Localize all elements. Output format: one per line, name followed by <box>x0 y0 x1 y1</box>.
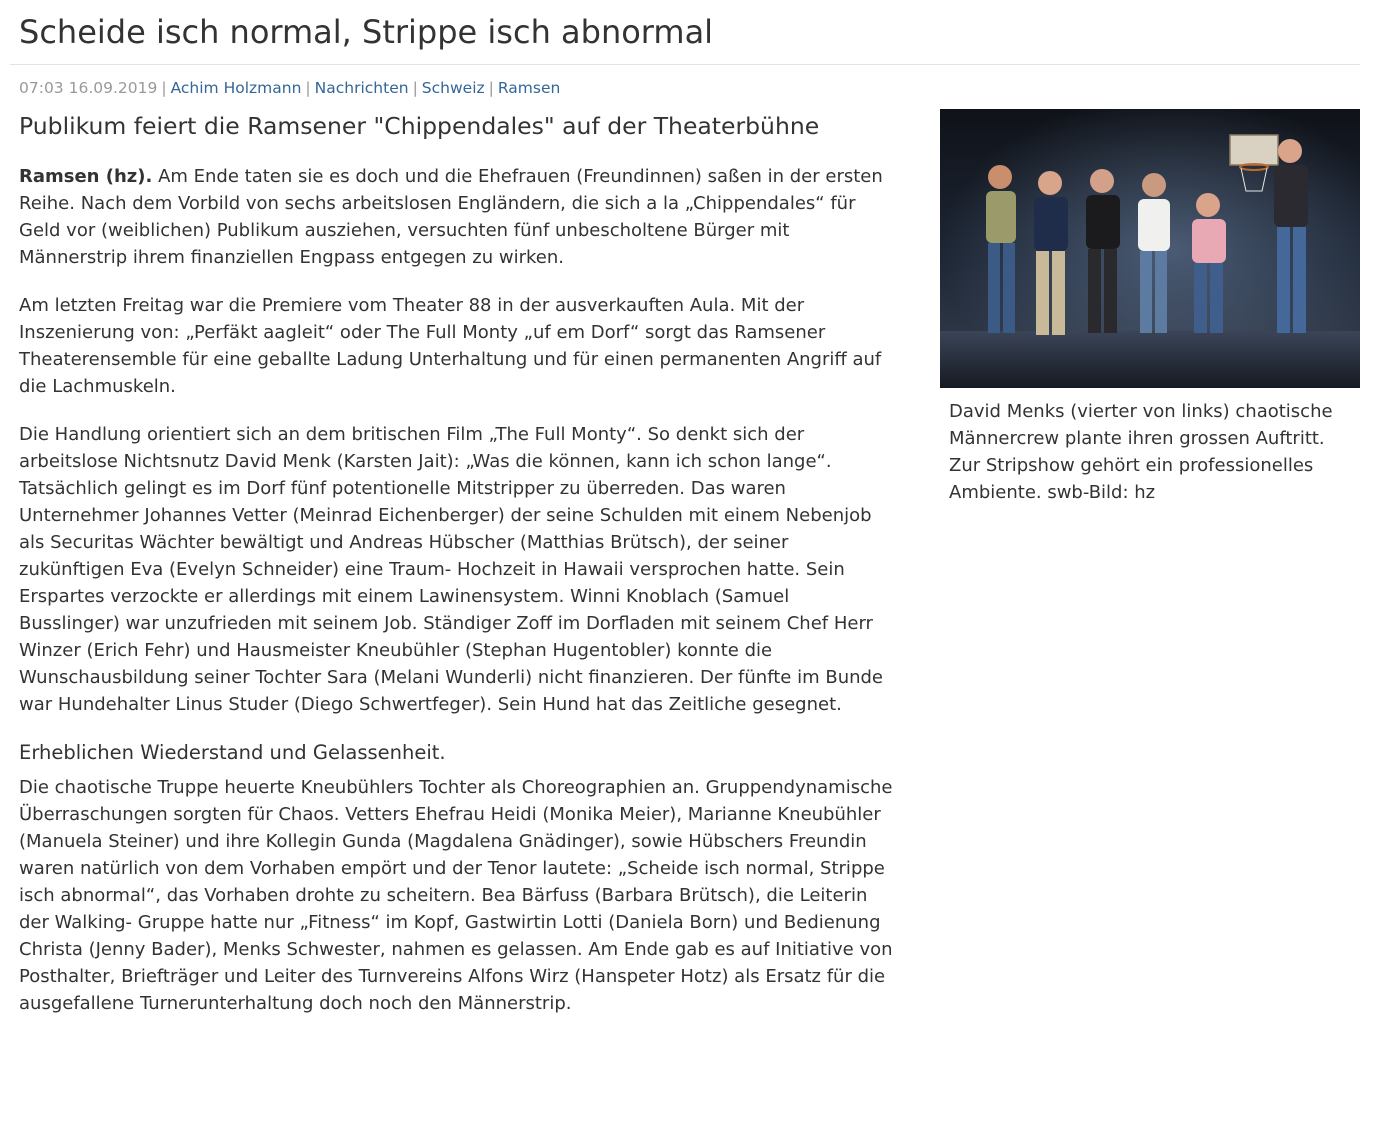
article-lead-title: Publikum feiert die Ramsener "Chippendales" auf der Theaterbühne <box>19 112 820 140</box>
photo-caption: David Menks (vierter von links) chaotische Männercrew plante ihren grossen Auftritt. Zur Stripshow gehört ein professionelles Ambiente. swb-Bild: hz <box>949 401 1333 503</box>
category-link-nachrichten[interactable]: Nachrichten <box>314 79 409 97</box>
title-divider <box>10 64 1360 65</box>
article-figure <box>940 109 1360 506</box>
author-link[interactable]: Achim Holzmann <box>170 79 302 97</box>
article-paragraph: Am letzten Freitag war die Premiere vom Theater 88 in der ausverkauften Aula. Mit der Inszenierung von: „Perfäkt aagleit“ oder The Full Monty „uf em Dorf“ sorgt das Ramsener Theaterensemble für eine geballte Ladung Unterhaltung und für einen permanenten Angriff auf die Lachmuskeln. <box>19 295 882 397</box>
region-link-schweiz[interactable]: Schweiz <box>421 79 485 97</box>
article-paragraph-intro <box>19 163 894 271</box>
meta-separator: | <box>488 79 494 97</box>
page-title: Scheide isch normal, Strippe isch abnormal <box>19 13 714 51</box>
paragraph-text: Am Ende taten sie es doch und die Ehefrauen (Freundinnen) saßen in der ersten Reihe. Nach dem Vorbild von sechs arbeitslosen Engländern, die sich a la „Chippendales“ für Geld vor (weiblichen) Publikum ausziehen, versuchten fünf unbescholtene Bürger mit Männerstrip ihrem finanziellen Engpass entgegen zu wirken. <box>19 166 883 268</box>
article-paragraph: Die Handlung orientiert sich an dem britischen Film „The Full Monty“. So denkt sich der arbeitslose Nichtsnutz David Menk (Karsten Jait): „Was die können, kann ich schon lange“. Tatsächlich gelingt es im Dorf fünf potentionelle Mitstripper zu überreden. Das waren Unternehmer Johannes Vetter (Meinrad Eichenberger) der seine Schulden mit einem Nebenjob als Securitas Wächter bewältigt und Andreas Hübscher (Matthias Brütsch), der seiner zukünftigen Eva (Evelyn Schneider) eine Traum- Hochzeit in Hawaii versprochen hatte. Sein Erspartes verzockte er allerdings mit einem Lawinensystem. Winni Knoblach (Samuel Busslinger) war unzufrieden mit seinem Job. Ständiger Zoff im Dorfladen mit seinem Chef Herr Winzer (Erich Fehr) und Hausmeister Kneubühler (Stephan Hugentobler) konnte die Wunschausbildung seiner Tochter Sara (Melani Wunderli) nicht finanzieren. Der fünfte im Bunde war Hundehalter Linus Studer (Diego Schwertfeger). Sein Hund hat das Zeitliche gesegnet. <box>19 424 884 715</box>
article-photo[interactable] <box>940 109 1360 388</box>
article-body <box>19 109 894 1038</box>
meta-separator: | <box>305 79 311 97</box>
article-paragraph: Die chaotische Truppe heuerte Kneubühlers Tochter als Choreographien an. Gruppendynamische Überraschungen sorgten für Chaos. Vetters Ehefrau Heidi (Monika Meier), Marianne Kneubühler (Manuela Steiner) und ihre Kollegin Gunda (Magdalena Gnädinger), sowie Hübschers Freundin waren natürlich von dem Vorhaben empört und der Tenor lautete: „Scheide isch normal, Strippe isch abnormal“, das Vorhaben drohte zu scheitern. Bea Bärfuss (Barbara Brütsch), die Leiterin der Walking- Gruppe hatte nur „Fitness“ im Kopf, Gastwirtin Lotti (Daniela Born) und Bedienung Christa (Jenny Bader), Menks Schwester, nahmen es gelassen. Am Ende gab es auf Initiative von Posthalter, Briefträger und Leiter des Turnvereins Alfons Wirz (Hanspeter Hotz) als Ersatz für die ausgefallene Turnerunterhaltung doch noch den Männerstrip. <box>19 777 893 1014</box>
stage-photo-illustration <box>940 109 1360 388</box>
hoop-backboard <box>1230 135 1278 165</box>
meta-separator: | <box>412 79 418 97</box>
article-subheading: Erheblichen Wiederstand und Gelassenheit. <box>19 741 446 764</box>
meta-separator: | <box>161 79 167 97</box>
publish-datetime: 07:03 16.09.2019 <box>19 79 158 97</box>
dateline: Ramsen (hz). <box>19 166 153 187</box>
place-link-ramsen[interactable]: Ramsen <box>497 79 561 97</box>
stage-floor <box>940 331 1360 388</box>
article-meta <box>19 76 560 100</box>
